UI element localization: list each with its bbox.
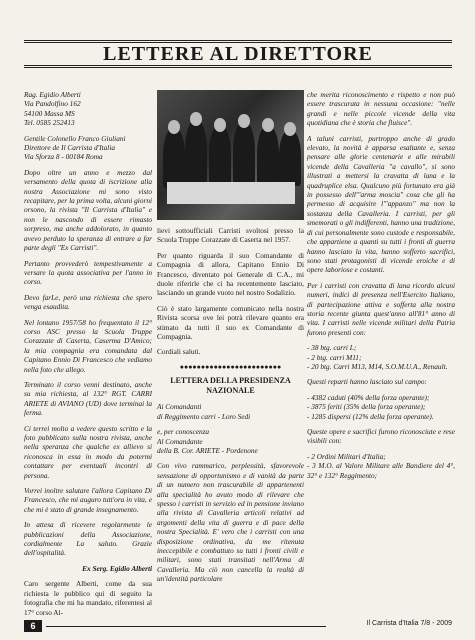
reply-paragraph: lievi sottoufficiali Carristi svoltosi presso la Scuola Truppe Corazzate di Caserta nel 1957. [157, 226, 304, 245]
footer-rule [46, 626, 326, 627]
letter-paragraph: Pertanto provvederò tempestivamente a versare la quota associativa per l'anno in corso. [24, 258, 152, 287]
letter-paragraph: Per i carristi con cravatta di lana ricordo alcuni numeri, indici di presenza nell'Esercito Italiano, di partecipazione attiva e sofferta alla nostra storia recente giunta quest'anno all'81° anno di vita. I carristi nelle vicende militari della Patria furono presenti con: [307, 280, 455, 337]
address-line: Rag. Egidio Alberti [24, 90, 81, 99]
recipient-line: della B. Cor. ARIETE - Pordenone [157, 445, 258, 455]
recipients-block [157, 402, 304, 421]
reply-paragraph: Ciò è stato largamente comunicato nella nostra Rivista scorsa ove lei potrà rilevare quanto era stimato da tutti il suo ex Comandante di Compagnia. [157, 303, 304, 342]
address-line: Via Pandolfino 162 [24, 99, 81, 109]
page-number: 6 [24, 620, 42, 632]
issue-label: Il Carrista d'Italia 7/8 - 2009 [366, 620, 452, 627]
letter-paragraph: Nel lontano 1957/58 ho frequentato il 12° corso ASC presso la Scuola Truppe Corazzate di Caserta, Caserma D'Amico; la mia compagnia era comandata dal Capitano Ennio Di Francesco che vediamo nella foto che allego. [24, 317, 152, 374]
column-3 [307, 90, 455, 610]
letter-signature: Ex Serg. Egidio Alberti [82, 563, 152, 573]
column-1 [24, 90, 152, 617]
list-item: - 2 Ordini Militari d'Italia; [307, 451, 386, 461]
list-item: - 4382 caduti (40% della forza operante); [307, 392, 430, 402]
recipient-line: Al Comandante [157, 436, 203, 446]
list-item: - 2 btg. carri M11; [307, 352, 362, 362]
section-heading: LETTERA DELLA PRESIDENZA NAZIONALE [170, 376, 291, 396]
reply-paragraph: Caro sergente Alberti, come da sua richiesta le pubblico qui di seguito la fotografia che mi ha mandato, riferentesi al 17° corso Al- [24, 579, 152, 617]
separator-dots: ●●●●●●●●●●●●●●●●●●●●●●●● [179, 362, 282, 371]
cc-block [157, 427, 304, 455]
letter-paragraph: Vorrei inoltre salutare l'allora Capitano Di Francesco, che mi auguro tutt'ora in vita, e che mi è stato di grande insegnamento. [24, 486, 152, 514]
units-list [307, 343, 455, 371]
list-item: - 3 M.O. al Valore Militare alle Bandiere del 4°, 32° e 132° Reggimento; [307, 461, 455, 480]
page-footer [24, 620, 452, 632]
letter-paragraph: Ci terrei molto a vedere questo scritto e la foto pubblicato sulla nostra rivista, anche nella speranza che qualche ex allievo si riconosca in essa in modo da potermi contattare per eventuali incontri di persona. [24, 423, 152, 480]
address-line: Via Sforza 8 - 00184 Roma [24, 152, 103, 162]
address-line: Tel. 0585 252413 [24, 118, 75, 128]
letter-paragraph: Con vivo rammarico, perplessità, sfavorevole sensazione di opportunismo e di vanità da parte di un numero non trascurabile di appartenenti alla specialità ho avuto modo di rilevare che spesso i carristi in servizio ed in pensione inviano alla rivista di Cavalleria articoli relativi ad argomenti della vita di guerra e di pace della nostra Specialità. E' vero che i carristi con una disposizione ordinativa, da me ritenuta ineccepibile e combattuto su tutti i fronti civili e militari, sono stati transitati nell'Arma di Cavalleria. Ma ciò non cancella la realtà di un'identità particolare [157, 461, 304, 584]
letter-paragraph: che merita riconoscimento e rispetto e non può essere trascurata in nessuna occasione: "nelle grandi e nelle piccole vicende della vita quotidiana che è storia che fluisce". [307, 90, 455, 128]
address-line: 54100 Massa MS [24, 108, 75, 118]
column-2 [157, 90, 304, 610]
letter-paragraph: Queste opere e sacrifici furono riconosciute e rese visibili con: [307, 427, 455, 446]
list-item: - 38 btg. carri L; [307, 343, 357, 353]
casualties-list [307, 393, 455, 421]
group-photo [157, 90, 304, 220]
recipient-line: di Reggimento carri - Loro Sedi [157, 411, 251, 421]
recipient-line: e, per conoscenza [157, 427, 210, 437]
address-line: Direttore de Il Carrista d'Italia [24, 143, 116, 153]
list-item: - 20 btg. Carri M13, M14, S.O.M.U.A., Renault. [307, 361, 448, 371]
letter-paragraph: Devo farLe, però una richiesta che spero venga esaudita. [24, 292, 152, 312]
honours-list [307, 452, 455, 480]
letter-paragraph: In attesa di ricevere regolarmente le pubblicazioni della Associazione, cordialmente La saluto. Grazie dell'ospitalità. [24, 520, 152, 558]
list-item: - 1285 dispersi (12% della forza operante). [307, 411, 434, 421]
reply-closing: Cordiali saluti. [157, 347, 201, 357]
recipient-line: Ai Comandanti [157, 402, 202, 412]
letter-paragraph: Questi reparti hanno lasciato sul campo: [307, 377, 427, 387]
address-line: Gentile Colonello Franco Giuliani [24, 133, 126, 143]
letter-paragraph: Dopo oltre un anno e mezzo dal versamento della quota di iscrizione alla nostra Associazione mi sono visto recapitare, per la prima volta, alcuni giorni orsono, la rivista "Il Carrista d'Italia" e non le nascondo di essere rimasto sorpreso, ma anche addolorato, in quanto avevo perduto la speranza di entrare a far parte degli "Ex Carristi". [24, 167, 152, 253]
list-item: - 3875 feriti (35% della forza operante); [307, 402, 426, 412]
sender-address [24, 90, 152, 128]
letter-paragraph: A taluni carristi, purtroppo anche di grado elevato, la novità è apparsa esaltante e, senza pensare alle glorie centenarie e alle mirabili vicende della Cavalleria "a cavallo", si sono illustrati a mettersi la cravatta di lana e la quadruplice elsa. Qualcuno più fortunato era già in possesso dell'"arma moscia" cosa che gli ha permesso di acquisire l'"appanzo" ma non la sostanza della Cavalleria. I carristi, per gli smemorati o gli indifferenti, hanno una tradizione, di cui personalmente sono custode e responsabile, che appartiene a quanti su tutti i fronti di guerra hanno lasciato la vita, hanno sofferto sacrifici, sono stati protagonisti di vicende eroiche e di opere laboriose e costanti. [307, 133, 455, 275]
page-title: LETTERE AL DIRETTORE [103, 42, 373, 65]
section-banner [24, 40, 452, 68]
reply-paragraph: Per quanto riguarda il suo Comandante di Compagnia di allora, Capitano Ennio Di Francesco, diventato poi Generale di C.A., mi duole riferirle che ci ha recentemente lasciato, lasciando un grande vuoto nel nostro Sodalizio. [157, 250, 304, 298]
letter-paragraph: Terminato il corso venni destinato, anche su mia richiesta, al 132° RGT. CARRI ARIETE di AVIANO (UD) dove terminai la ferma. [24, 379, 152, 418]
recipient-address [24, 134, 152, 162]
